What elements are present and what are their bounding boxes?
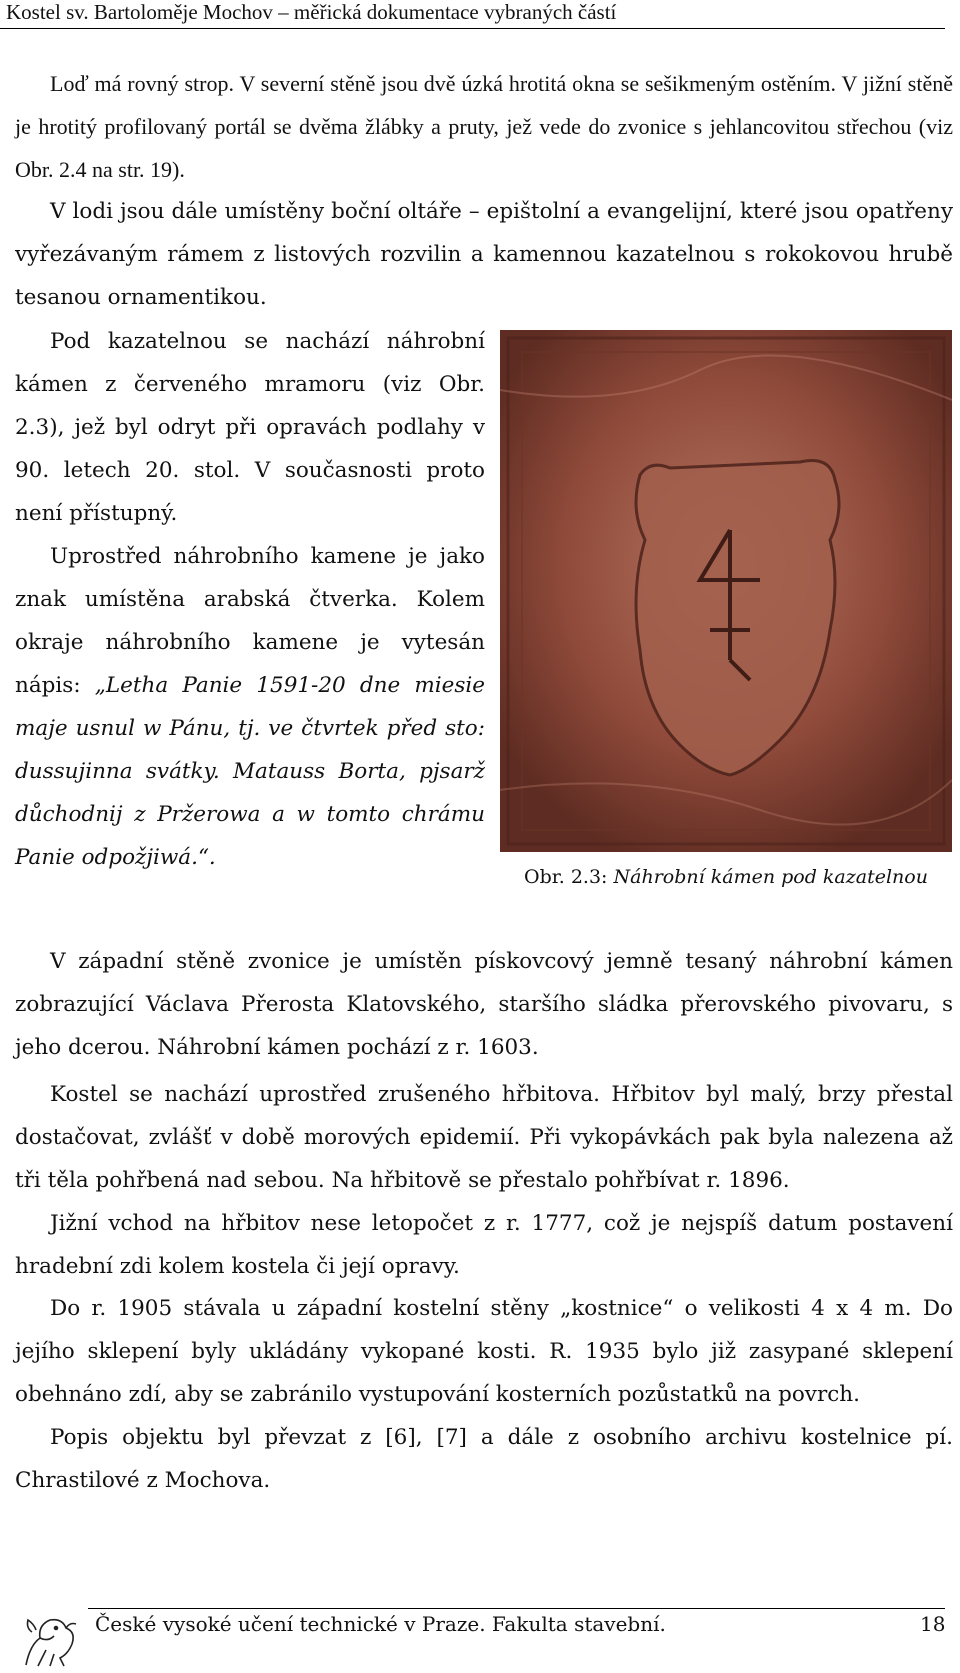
figure-caption-lead: Obr. 2.3: <box>524 866 608 888</box>
paragraph-sources-text: Popis objektu byl převzat z [6], [7] a dále z osobního archivu kostelnice pí. Chrastilové z Mochova. <box>15 1425 953 1493</box>
tombstone-drawing <box>500 330 952 852</box>
tombstone-photo <box>500 330 952 852</box>
footer-rule <box>88 1608 945 1609</box>
paragraph-tombstone-text: Pod kazatelnou se nachází náhrobní kámen z červeného mramoru (viz Obr. 2.3), jež byl odryt při opravách podlahy v 90. letech 20. stol. V současnosti proto není přístupný. <box>15 329 485 526</box>
paragraph-cemetery <box>15 1073 953 1202</box>
paragraph-entrance-text: Jižní vchod na hřbitov nese letopočet z r. 1777, což je nejspíš datum postavení hradební zdi kolem kostela či její opravy. <box>15 1211 953 1279</box>
paragraph-inscription-text: Uprostřed náhrobního kamene je jako znak umístěna arabská čtverka. Kolem okraje náhrobního kamene je vytesán nápis: <box>15 544 485 698</box>
university-lion-logo-icon <box>20 1610 82 1670</box>
paragraph-inscription <box>15 535 485 879</box>
figure-caption-text: Náhrobní kámen pod kazatelnou <box>613 866 928 888</box>
paragraph-nave-text: Loď má rovný strop. V severní stěně jsou dvě úzká hrotitá okna se sešikmeným ostěním. V jižní stěně je hrotitý profilovaný portál se dvěma žlábky a pruty, jež vede do zvonice s jehlancovitou střechou (viz Obr. 2.4 na str. 19). <box>15 71 953 182</box>
footer-institution: České vysoké učení technické v Praze. Fakulta stavební. <box>95 1612 666 1636</box>
inscription-quote: „Letha Panie 1591-20 dne miesie maje usnul w Pánu, tj. ve čtvrtek před sto: dussujinna svátky. Matauss Borta, pjsarž důchodnij z Pržerowa a w tomto chrámu Panie odpožjiwá.“. <box>15 673 485 870</box>
paragraph-altars-text: V lodi jsou dále umístěny boční oltáře – epištolní a evangelijní, které jsou opatřeny vyřezávaným rámem z listových rozvilin a kamennou kazatelnou s rokokovou hrubě tesanou ornamentikou. <box>15 199 953 310</box>
paragraph-bell-tower <box>15 940 953 1069</box>
paragraph-sources <box>15 1416 953 1502</box>
paragraph-bell-tower-text: V západní stěně zvonice je umístěn pískovcový jemně tesaný náhrobní kámen zobrazující Václava Přerosta Klatovského, staršího sládka přerovského pivovaru, s jeho dcerou. Náhrobní kámen pochází z r. 1603. <box>15 949 953 1060</box>
header-rule <box>0 28 945 29</box>
page-number: 18 <box>920 1612 946 1636</box>
paragraph-nave <box>15 62 953 191</box>
page-header <box>0 0 945 30</box>
paragraph-ossuary-text: Do r. 1905 stávala u západní kostelní stěny „kostnice“ o velikosti 4 x 4 m. Do jejího sklepení byly ukládány vykopané kosti. R. 1935 bylo již zasypané sklepení obehnáno zdí, aby se zabránilo vystupování kosterních pozůstatků na povrch. <box>15 1296 953 1407</box>
paragraph-cemetery-text: Kostel se nachází uprostřed zrušeného hřbitova. Hřbitov byl malý, brzy přestal dostačovat, zvlášť v době morových epidemií. Při vykopávkách pak byla nalezena až tři těla pohřbená nad sebou. Na hřbitově se přestalo pohřbívat r. 1896. <box>15 1082 953 1193</box>
header-title: Kostel sv. Bartoloměje Mochov – měřická dokumentace vybraných částí <box>6 0 617 24</box>
paragraph-entrance <box>15 1202 953 1288</box>
paragraph-ossuary <box>15 1287 953 1416</box>
figure-caption <box>500 866 952 888</box>
paragraph-altars <box>15 190 953 319</box>
paragraph-tombstone <box>15 320 485 535</box>
